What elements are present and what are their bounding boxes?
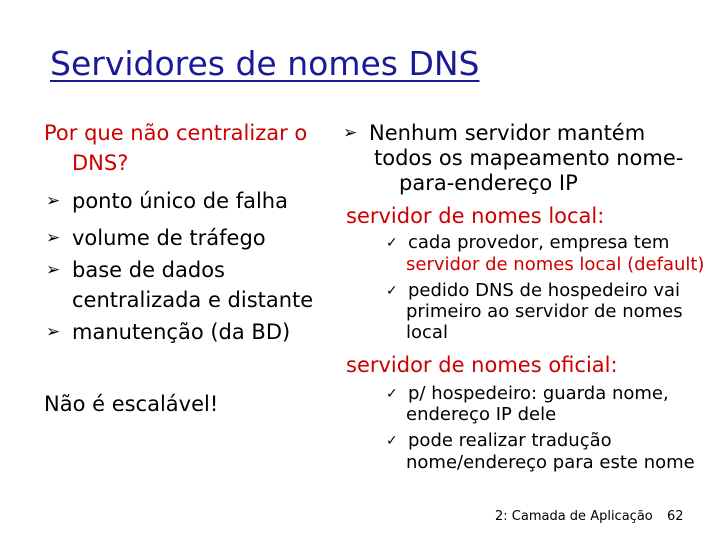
bullet-database: base de dados bbox=[72, 258, 225, 282]
arrow-bullet-icon: ➢ bbox=[46, 322, 61, 342]
conclusion-text: Não é escalável! bbox=[44, 392, 219, 416]
arrow-bullet-icon: ➢ bbox=[343, 123, 358, 143]
intro-line-1: Nenhum servidor mantém bbox=[369, 121, 646, 145]
authoritative-item-1: p/ hospedeiro: guarda nome, bbox=[408, 383, 669, 404]
question-line-1: Por que não centralizar o bbox=[44, 121, 308, 145]
check-bullet-icon: ✓ bbox=[386, 386, 398, 402]
local-server-heading: servidor de nomes local: bbox=[346, 204, 605, 228]
question-line-2: DNS? bbox=[72, 151, 129, 175]
bullet-single-point-failure: ponto único de falha bbox=[72, 189, 288, 213]
authoritative-item-2-continued: nome/endereço para este nome bbox=[406, 452, 695, 473]
local-item-2-continued: local bbox=[406, 322, 448, 343]
bullet-database-continued: centralizada e distante bbox=[72, 288, 314, 312]
check-bullet-icon: ✓ bbox=[386, 235, 398, 251]
authoritative-item-1-continued: endereço IP dele bbox=[406, 404, 557, 425]
intro-line-3: para-endereço IP bbox=[399, 171, 578, 195]
slide-title: Servidores de nomes DNS bbox=[50, 44, 480, 83]
authoritative-server-heading: servidor de nomes oficial: bbox=[346, 353, 618, 377]
arrow-bullet-icon: ➢ bbox=[46, 191, 61, 211]
bullet-traffic-volume: volume de tráfego bbox=[72, 226, 266, 250]
authoritative-item-2: pode realizar tradução bbox=[408, 430, 612, 451]
arrow-bullet-icon: ➢ bbox=[46, 228, 61, 248]
local-item-2: pedido DNS de hospedeiro vai bbox=[408, 280, 681, 301]
arrow-bullet-icon: ➢ bbox=[46, 260, 61, 280]
local-item-1-continued: servidor de nomes local (default) bbox=[406, 254, 705, 275]
bullet-maintenance: manutenção (da BD) bbox=[72, 320, 291, 344]
check-bullet-icon: ✓ bbox=[386, 433, 398, 449]
local-item-1: cada provedor, empresa tem bbox=[408, 232, 670, 253]
page-number: 62 bbox=[667, 509, 684, 524]
footer-chapter-label: 2: Camada de Aplicação bbox=[495, 509, 653, 524]
check-bullet-icon: ✓ bbox=[386, 283, 398, 299]
intro-line-2: todos os mapeamento nome- bbox=[374, 146, 684, 170]
local-item-2-continued: primeiro ao servidor de nomes bbox=[406, 301, 683, 322]
